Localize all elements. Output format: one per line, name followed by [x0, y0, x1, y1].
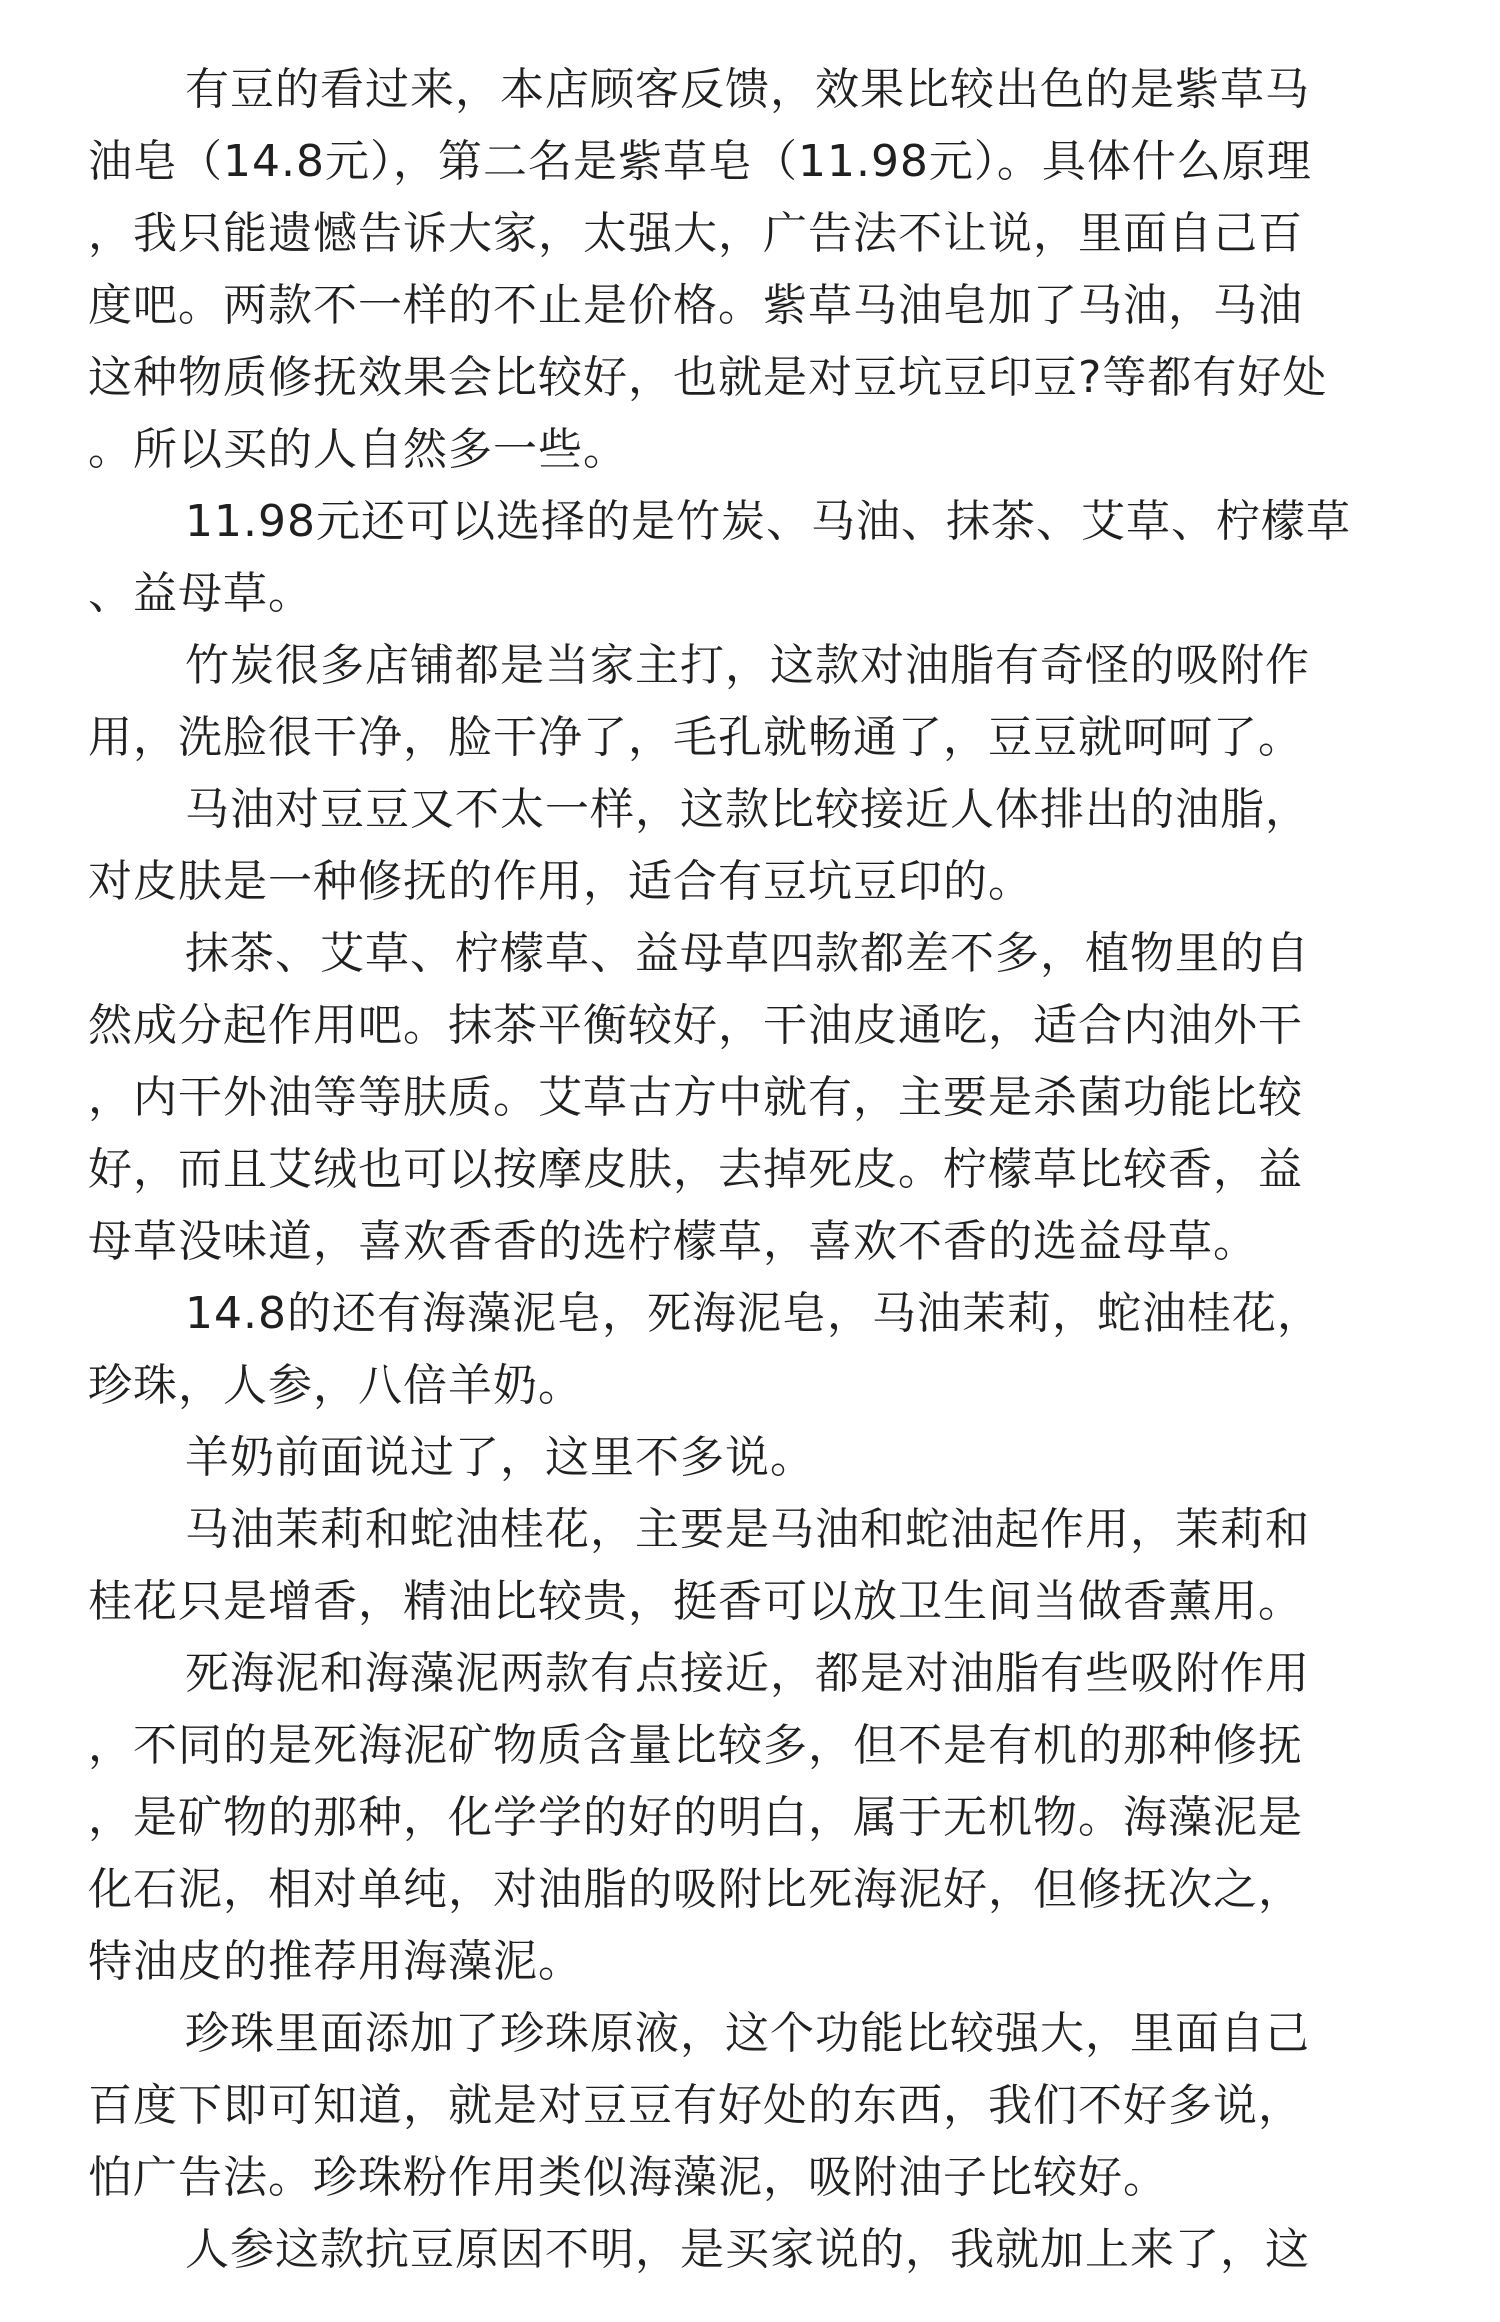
text-line: 油皂（14.8元），第二名是紫草皂（11.98元）。具体什么原理	[88, 136, 1312, 187]
text-line: 度吧。两款不一样的不止是价格。紫草马油皂加了马油，马油	[88, 280, 1303, 331]
text-line: 怕广告法。珍珠粉作用类似海藻泥，吸附油子比较好。	[88, 2152, 1168, 2203]
text-line: 有豆的看过来，本店顾客反馈，效果比较出色的是紫草马	[185, 64, 1310, 115]
text-line: 珍珠里面添加了珍珠原液，这个功能比较强大，里面自己	[185, 2008, 1310, 2059]
text-line: 母草没味道，喜欢香香的选柠檬草，喜欢不香的选益母草。	[88, 1216, 1258, 1267]
text-line: 化石泥，相对单纯，对油脂的吸附比死海泥好，但修抚次之，	[88, 1864, 1303, 1915]
text-line: 用，洗脸很干净，脸干净了，毛孔就畅通了，豆豆就呵呵了。	[88, 712, 1303, 763]
text-line: 好，而且艾绒也可以按摩皮肤，去掉死皮。柠檬草比较香，益	[88, 1144, 1303, 1195]
text-line: 然成分起作用吧。抹茶平衡较好，干油皮通吃，适合内油外干	[88, 1000, 1303, 1051]
text-line: ，是矿物的那种，化学学的好的明白，属于无机物。海藻泥是	[88, 1792, 1303, 1843]
text-line: 14.8的还有海藻泥皂，死海泥皂，马油茉莉，蛇油桂花，	[185, 1288, 1322, 1339]
text-line: 、益母草。	[88, 568, 313, 619]
text-line: 抹茶、艾草、柠檬草、益母草四款都差不多，植物里的自	[185, 928, 1310, 979]
text-line: 这种物质修抚效果会比较好，也就是对豆坑豆印豆?等都有好处	[88, 352, 1328, 403]
text-line: 珍珠，人参，八倍羊奶。	[88, 1360, 583, 1411]
text-line: 马油茉莉和蛇油桂花，主要是马油和蛇油起作用，茉莉和	[185, 1504, 1310, 1555]
text-line: 竹炭很多店铺都是当家主打，这款对油脂有奇怪的吸附作	[185, 640, 1310, 691]
text-line: ，我只能遗憾告诉大家，太强大，广告法不让说，里面自己百	[88, 208, 1303, 259]
text-line: 人参这款抗豆原因不明，是买家说的，我就加上来了，这	[185, 2224, 1310, 2275]
text-line: ，内干外油等等肤质。艾草古方中就有，主要是杀菌功能比较	[88, 1072, 1303, 1123]
text-line: 特油皮的推荐用海藻泥。	[88, 1936, 583, 1987]
text-line: ，不同的是死海泥矿物质含量比较多，但不是有机的那种修抚	[88, 1720, 1303, 1771]
text-line: 。所以买的人自然多一些。	[88, 424, 628, 475]
text-line: 百度下即可知道，就是对豆豆有好处的东西，我们不好多说，	[88, 2080, 1303, 2131]
text-line: 11.98元还可以选择的是竹炭、马油、抹茶、艾草、柠檬草	[185, 496, 1351, 547]
text-line: 马油对豆豆又不太一样，这款比较接近人体排出的油脂，	[185, 784, 1310, 835]
text-line: 对皮肤是一种修抚的作用，适合有豆坑豆印的。	[88, 856, 1033, 907]
text-line: 桂花只是增香，精油比较贵，挺香可以放卫生间当做香薰用。	[88, 1576, 1303, 1627]
text-line: 羊奶前面说过了，这里不多说。	[185, 1432, 815, 1483]
text-line: 死海泥和海藻泥两款有点接近，都是对油脂有些吸附作用	[185, 1648, 1310, 1699]
